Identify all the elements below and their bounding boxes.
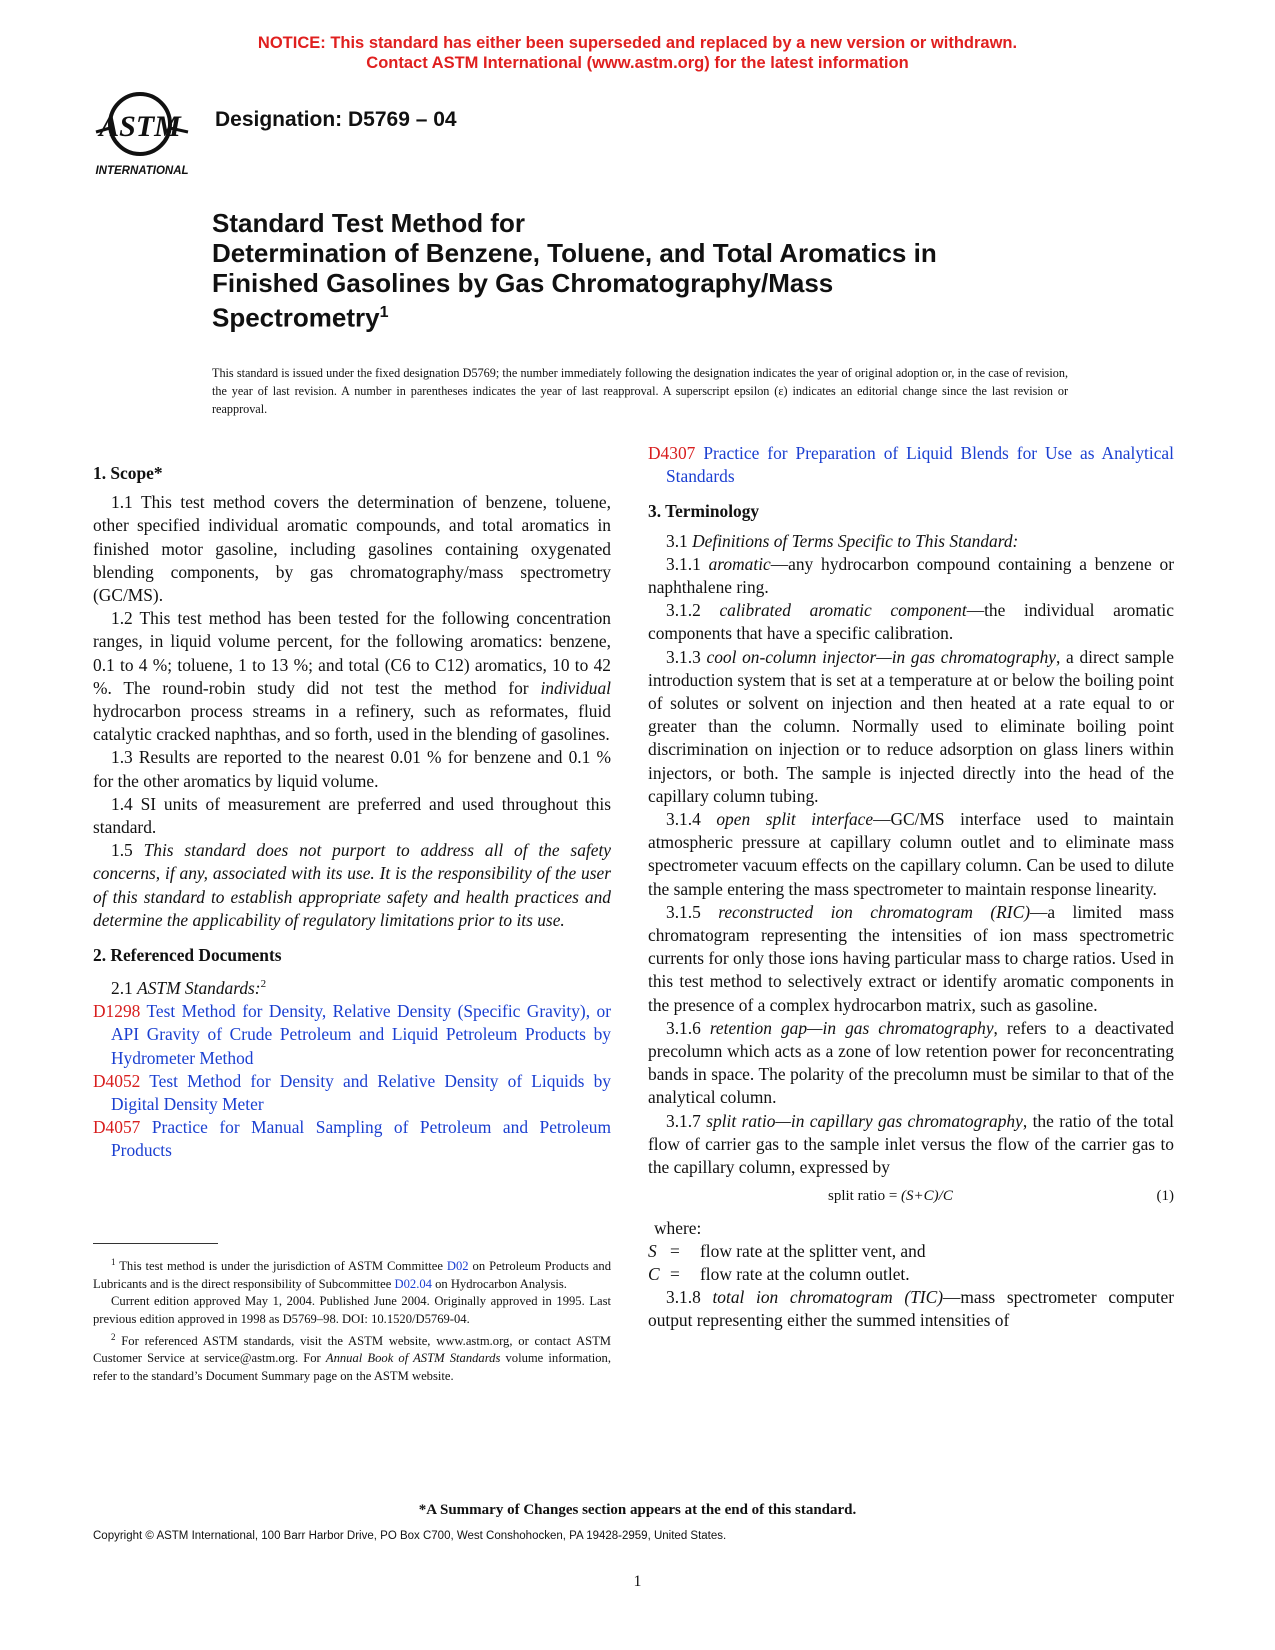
designation: Designation: D5769 – 04: [215, 108, 457, 131]
astm-logo: [92, 88, 198, 180]
footnote-1-edition: Current edition approved May 1, 2004. Published June 2004. Originally approved in 1995. Last previous edition approved in 1998 as D5769–98. DOI: 10.1520/D5769-04.: [93, 1294, 611, 1326]
scope-1-4: 1.4 SI units of measurement are preferred and used throughout this standard.: [93, 793, 611, 838]
link-d02-04[interactable]: D02.04: [394, 1276, 432, 1291]
term-3-1-5: 3.1.5 reconstructed ion chromatogram (RIC)—a limited mass chromatogram representing the intensities of ion mass spectrometric currents for only those ions having particular mass to charge ratios. Used in this test method to selectively extract or identify aromatic components in the presence of a complex hydrocarbon matrix, such as gasoline.: [648, 901, 1174, 1015]
right-column: [648, 443, 1174, 1333]
notice-banner: [0, 33, 1275, 73]
equation-number: (1): [1156, 1188, 1174, 1205]
scope-1-3: 1.3 Results are reported to the nearest 0.01 % for benzene and 0.1 % for the other aromatics by liquid volume.: [93, 747, 611, 791]
where-label: where:: [654, 1217, 702, 1238]
term-3-1-8: 3.1.8 total ion chromatogram (TIC)—mass spectrometer computer output representing either the summed intensities of: [648, 1287, 1174, 1331]
term-3-1: 3.1 Definitions of Terms Specific to This Standard:: [666, 530, 1019, 551]
referenced-2-1: 2.1 ASTM Standards:$^2$: [111, 978, 267, 999]
footnote-rule: [93, 1243, 218, 1244]
title-line-4: Spectrometry: [212, 302, 380, 333]
logo-letters: ASTM: [99, 110, 181, 143]
title-line-2: Determination of Benzene, Toluene, and Total Aromatics in: [212, 238, 937, 268]
scope-1-1: 1.1 This test method covers the determination of benzene, toluene, other specified individual aromatic compounds, and total aromatics in finished motor gasoline, including gasolines containing oxygenated blending components, by gas chromatography/mass spectrometry (GC/MS).: [93, 492, 611, 606]
term-3-1-1: 3.1.1 aromatic—any hydrocarbon compound containing a benzene or naphthalene ring.: [648, 553, 1174, 598]
ref-d4307[interactable]: D4307 Practice for Preparation of Liquid Blends for Use as Analytical Standards: [648, 443, 1174, 487]
ref-d4052[interactable]: D4052 Test Method for Density and Relative Density of Liquids by Digital Density Meter: [93, 1070, 611, 1115]
term-3-1-4: 3.1.4 open split interface—GC/MS interface used to maintain atmospheric pressure at capillary column outlet and to eliminate mass spectrometer vacuum effects on the capillary column. Can be used to dilute the sample entering the mass spectrometer to maintain response linearity.: [648, 809, 1174, 899]
term-3-1-2: 3.1.2 calibrated aromatic component—the individual aromatic components that have a specific calibration.: [648, 600, 1174, 644]
title-footnote-mark: 1: [379, 304, 389, 321]
notice-line-1: NOTICE: This standard has either been superseded and replaced by a new version or withdrawn.: [257, 34, 1018, 52]
summary-note: *A Summary of Changes section appears at the end of this standard.: [418, 1502, 857, 1518]
title-line-1: Standard Test Method for: [212, 208, 525, 238]
term-3-1-7: 3.1.7 split ratio—in capillary gas chromatography, the ratio of the total flow of carrier gas to the sample inlet versus the flow of the carrier gas to the capillary column, expressed by: [648, 1110, 1174, 1178]
term-3-1-3: 3.1.3 cool on-column injector—in gas chromatography, a direct sample introduction system that is set at a temperature at or below the boiling point of solutes or solvent on injection and then heated at a rate equal to or greater than the column. Normally used to eliminate boiling point discrimination on injection or to reduce adsorption on glass liners within injectors, or both. The sample is injected directly into the head of the capillary column tubing.: [648, 646, 1174, 806]
where-s: S = flow rate at the splitter vent, and: [648, 1240, 926, 1261]
issued-note: This standard is issued under the fixed designation D5769; the number immediately following the designation indicates the year of original adoption or, in the case of revision, the year of last revision. A number in parentheses indicates the year of last reapproval. A superscript epsilon (ε) indicates an editorial change since the last revision or reapproval.: [212, 366, 1068, 416]
notice-line-2: Contact ASTM International (www.astm.org) for the latest information: [366, 54, 909, 72]
left-column: [93, 462, 611, 1163]
where-c: C = flow rate at the column outlet.: [648, 1263, 910, 1284]
footnote-2: $^2$ For referenced ASTM standards, visit the ASTM website, www.astm.org, or contact ASTM Customer Service at service@astm.org. For Annual Book of ASTM Standards volume information, refer to the standard’s Document Summary page on the ASTM website.: [93, 1331, 611, 1383]
page-number: 1: [633, 1573, 642, 1590]
title-line-3: Finished Gasolines by Gas Chromatography/Mass: [212, 268, 834, 298]
ref-d4057[interactable]: D4057 Practice for Manual Sampling of Petroleum and Petroleum Products: [93, 1117, 612, 1161]
footnotes: [93, 1254, 611, 1386]
referenced-heading: 2. Referenced Documents: [93, 945, 282, 966]
link-d02[interactable]: D02: [446, 1259, 469, 1274]
ref-d1298[interactable]: D1298 Test Method for Density, Relative Density (Specific Gravity), or API Gravity of Crude Petroleum and Liquid Petroleum Products by Hydrometer Method: [93, 1001, 611, 1068]
term-3-1-6: 3.1.6 retention gap—in gas chromatography, refers to a deactivated precolumn which acts as a zone of low retention power for reconcentrating bands in space. The polarity of the precolumn must be similar to that of the analytical column.: [648, 1017, 1174, 1108]
scope-1-2: 1.2 This test method has been tested for the following concentration ranges, in liquid volume percent, for the following aromatics: benzene, 0.1 to 4 %; toluene, 1 to 13 %; and total (C6 to C12) aromatics, 10 to 42 %. The round-robin study did not test the method for individual hydrocarbon process streams in a refinery, such as reformates, fluid catalytic cracked naphthas, and so forth, used in the blending of gasolines.: [93, 608, 611, 745]
terminology-heading: 3. Terminology: [648, 501, 760, 522]
equation-1: split ratio = (S+C)/C (1): [648, 1185, 1174, 1208]
copyright: Copyright © ASTM International, 100 Barr Harbor Drive, PO Box C700, West Conshohocken, PA 19428-2959, United States.: [93, 1530, 727, 1542]
footnote-1: $^1$ This test method is under the jurisdiction of ASTM Committee D02 on Petroleum Products and Lubricants and is the direct responsibility of Subcommittee D02.04 on Hydrocarbon Analysis.: [93, 1257, 611, 1291]
scope-heading: 1. Scope*: [93, 463, 163, 483]
logo-wordmark: INTERNATIONAL: [95, 165, 189, 177]
document-title: [212, 208, 1092, 333]
scope-1-5: 1.5 This standard does not purport to address all of the safety concerns, if any, associated with its use. It is the responsibility of the user of this standard to establish appropriate safety and health practices and determine the applicability of regulatory limitations prior to its use.: [93, 840, 611, 930]
